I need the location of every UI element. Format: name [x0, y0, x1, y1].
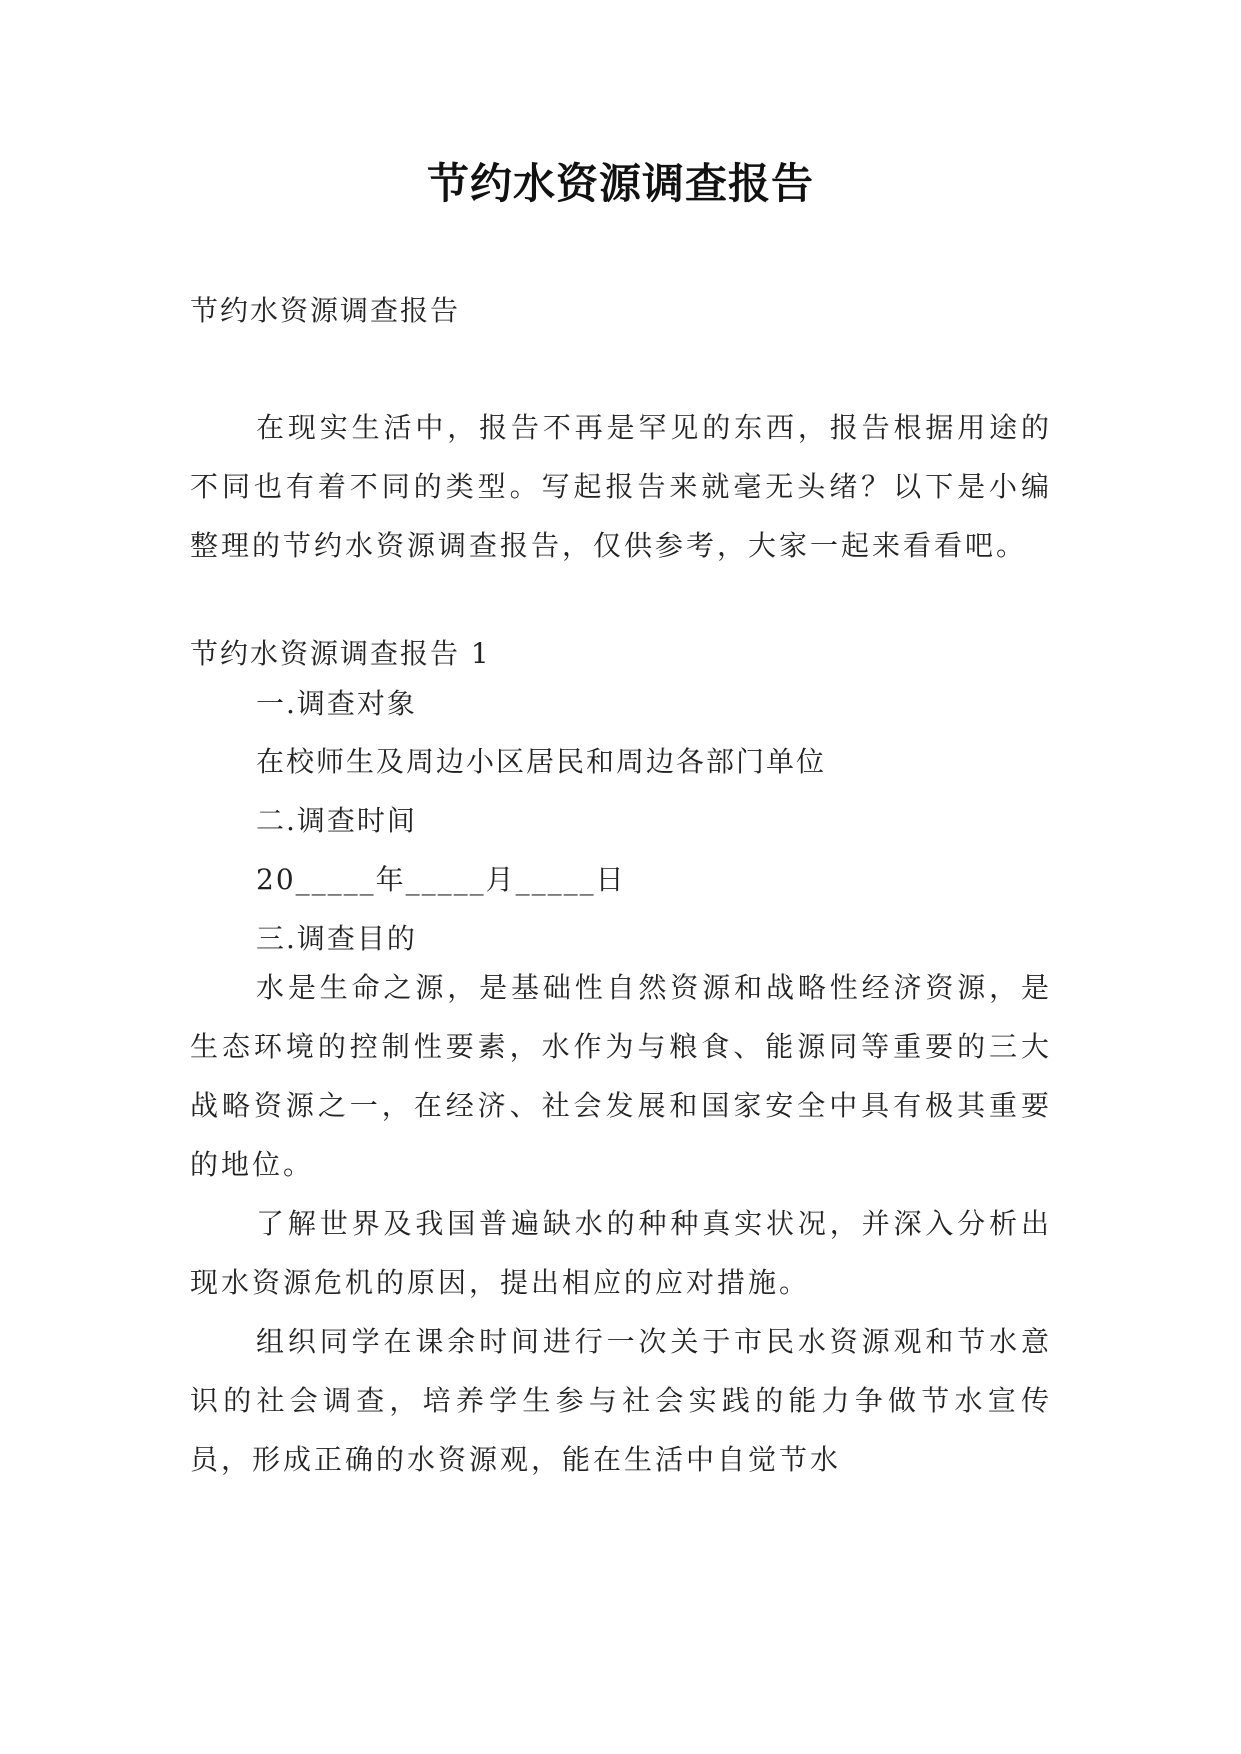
purpose-paragraph: 水是生命之源，是基础性自然资源和战略性经济资源，是生态环境的控制性要素，水作为与粮食、能源同等重要的三大战略资源之一，在经济、社会发展和国家安全中具有极其重要的地位。 [190, 971, 1052, 1181]
item-heading-time: 二.调查时间 [256, 804, 417, 837]
item-text-subject: 在校师生及周边小区居民和周边各部门单位 [256, 745, 827, 778]
purpose-paragraph: 组织同学在课余时间进行一次关于市民水资源观和节水意识的社会调查，培养学生参与社会实践的能力争做节水宣传员，形成正确的水资源观，能在生活中自觉节水 [190, 1325, 1052, 1476]
document-title: 节约水资源调查报告 [426, 159, 814, 208]
item-text-time: 20_____年_____月_____日 [256, 863, 626, 896]
item-heading-subject: 一.调查对象 [256, 687, 417, 720]
item-heading-purpose: 三.调查目的 [256, 922, 417, 955]
intro-paragraph: 在现实生活中，报告不再是罕见的东西，报告根据用途的不同也有着不同的类型。写起报告来就毫无头绪？以下是小编整理的节约水资源调查报告，仅供参考，大家一起来看看吧。 [190, 411, 1052, 562]
purpose-paragraph: 了解世界及我国普遍缺水的种种真实状况，并深入分析出现水资源危机的原因，提出相应的应对措施。 [190, 1207, 1052, 1299]
document-subtitle: 节约水资源调查报告 [190, 294, 461, 327]
section-heading: 节约水资源调查报告 1 [190, 637, 491, 670]
